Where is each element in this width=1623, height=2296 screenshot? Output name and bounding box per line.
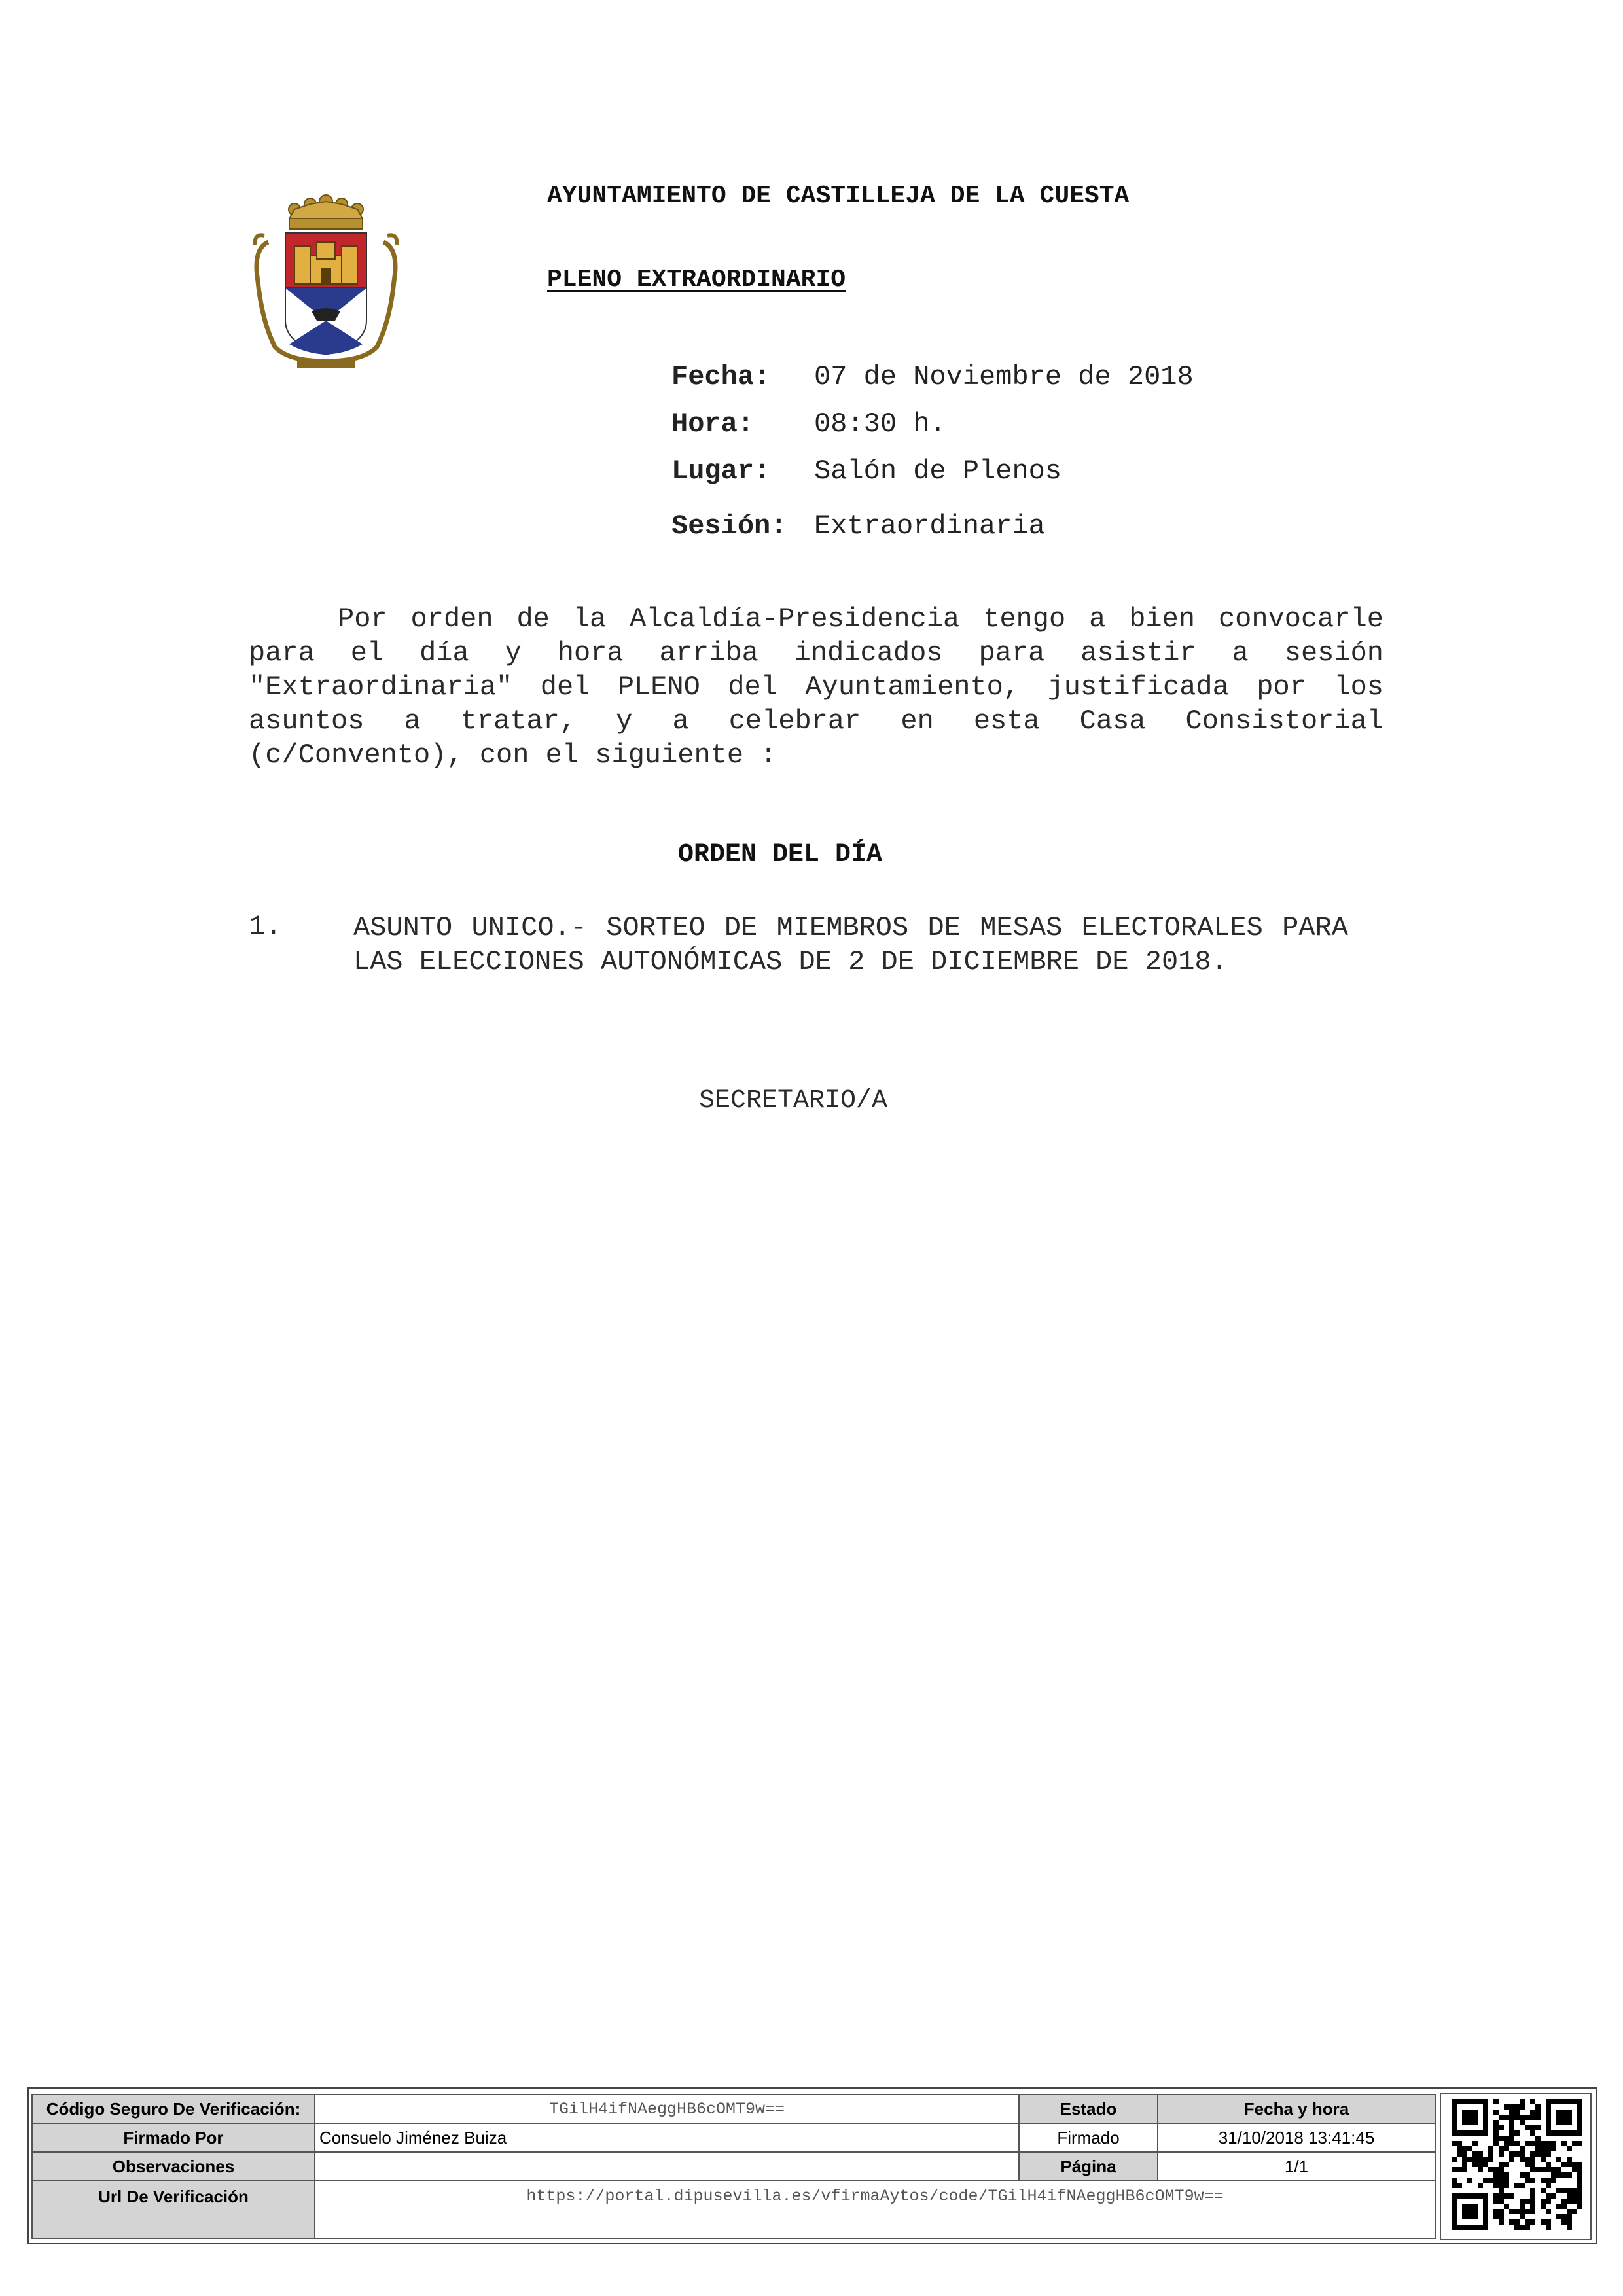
agenda-title: ORDEN DEL DÍA bbox=[678, 840, 883, 870]
session-heading: PLENO EXTRAORDINARIO bbox=[547, 266, 846, 294]
signer-role: SECRETARIO/A bbox=[699, 1086, 888, 1116]
intro-paragraph: Por orden de la Alcaldía-Presidencia tengo a bien convocarle para el día y hora arriba indicados para asistir a sesión "Extraordinaria" del PLENO del Ayuntamiento, justificada por los asuntos a tratar, y a celebrar en esta Casa Consistorial (c/Convento), con el siguiente : bbox=[249, 603, 1383, 771]
qr-code-icon bbox=[1452, 2099, 1582, 2230]
table-row bbox=[32, 2152, 1435, 2181]
crest-icon bbox=[249, 190, 403, 370]
agenda-item-text: ASUNTO UNICO.- SORTEO DE MIEMBROS DE MESAS ELECTORALES PARA LAS ELECCIONES AUTONÓMICAS DE 2 DE DICIEMBRE DE 2018. bbox=[353, 912, 1348, 978]
datetime-value: 31/10/2018 13:41:45 bbox=[1158, 2123, 1435, 2152]
verification-url[interactable]: https://portal.dipusevilla.es/vfirmaAytos/code/TGilH4ifNAeggHB6cOMT9w== bbox=[315, 2181, 1435, 2238]
signed-by-label: Firmado Por bbox=[32, 2123, 315, 2152]
table-row bbox=[32, 2123, 1435, 2152]
datetime-label: Fecha y hora bbox=[1158, 2094, 1435, 2123]
table-row bbox=[32, 2094, 1435, 2123]
session-value: Extraordinaria bbox=[814, 510, 1045, 542]
status-value: Firmado bbox=[1019, 2123, 1158, 2152]
code-label: Código Seguro De Verificación: bbox=[32, 2094, 315, 2123]
verification-table bbox=[31, 2094, 1436, 2239]
url-label: Url De Verificación bbox=[32, 2181, 315, 2238]
date-label: Fecha: bbox=[671, 361, 771, 393]
time-value: 08:30 h. bbox=[814, 408, 946, 440]
date-value: 07 de Noviembre de 2018 bbox=[814, 361, 1194, 393]
observations-label: Observaciones bbox=[32, 2152, 315, 2181]
organization-name: AYUNTAMIENTO DE CASTILLEJA DE LA CUESTA bbox=[547, 182, 1130, 210]
session-label: Sesión: bbox=[671, 510, 787, 542]
code-value: TGilH4ifNAeggHB6cOMT9w== bbox=[315, 2094, 1019, 2123]
table-row bbox=[32, 2181, 1435, 2238]
agenda-item-number: 1. bbox=[249, 911, 282, 942]
page-value: 1/1 bbox=[1158, 2152, 1435, 2181]
status-label: Estado bbox=[1019, 2094, 1158, 2123]
observations-value bbox=[315, 2152, 1019, 2181]
signed-by-value: Consuelo Jiménez Buiza bbox=[315, 2123, 1019, 2152]
place-label: Lugar: bbox=[671, 455, 771, 487]
page-label: Página bbox=[1019, 2152, 1158, 2181]
time-label: Hora: bbox=[671, 408, 755, 440]
place-value: Salón de Plenos bbox=[814, 455, 1062, 487]
